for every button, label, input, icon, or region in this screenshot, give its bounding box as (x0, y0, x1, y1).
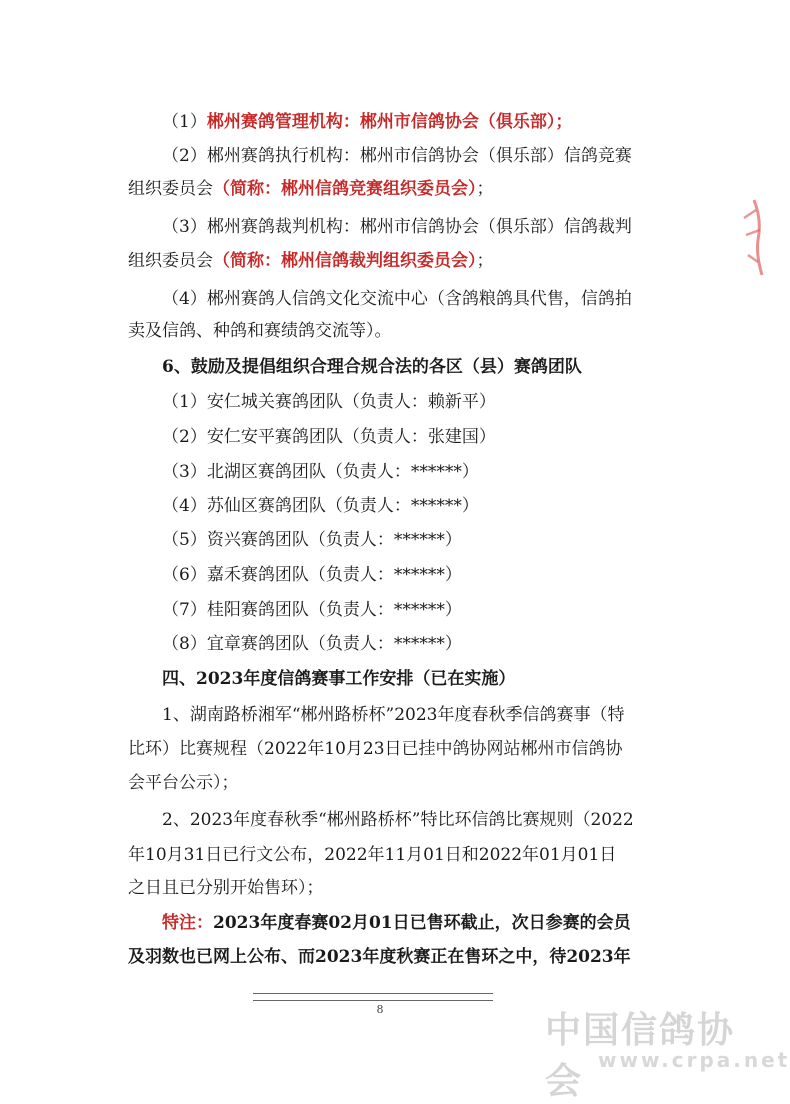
line-segment: （2）安仁安平赛鸽团队（负责人：张建国） (162, 427, 496, 447)
doc-line (0, 558, 763, 592)
line-segment: 2023年度春赛02月01日已售环截止，次日参赛的会员 (213, 913, 631, 933)
note-label: 特注： (162, 913, 213, 933)
doc-line (0, 871, 763, 905)
page-number: 8 (376, 1003, 384, 1016)
line-segment: 会平台公示）； (128, 773, 239, 793)
line-segment: 之日且已分别开始售环）； (128, 878, 324, 898)
doc-line (0, 455, 763, 489)
line-segment: （8）宜章赛鸽团队（负责人：******） (162, 634, 462, 654)
doc-line (0, 698, 763, 732)
line-segment: 郴州赛鸽管理机构：郴州市信鸽协会（俱乐部）； (206, 112, 573, 132)
line-segment: ； (476, 179, 494, 199)
doc-line (0, 803, 763, 837)
line-segment: （简称：郴州信鸽裁判组织委员会） (213, 251, 477, 271)
watermark-site-name: 中国信鸽协会 (545, 1010, 736, 1102)
doc-line (0, 732, 763, 766)
doc-line (0, 244, 763, 278)
section-heading: 6、鼓励及提倡组织合理合规合法的各区（县）赛鸽团队 (162, 357, 582, 377)
line-segment: 卖及信鸽、种鸽和赛绩鸽交流等）。 (128, 321, 392, 341)
footer-divider (253, 993, 493, 1001)
line-segment: 比环）比赛规程（2022年10月23日已挂中鸽协网站郴州市信鸽协 (128, 739, 623, 759)
line-segment: （3）郴州赛鸽裁判机构：郴州市信鸽协会（俱乐部）信鸽裁判 (162, 217, 632, 237)
line-segment: （6）嘉禾赛鸽团队（负责人：******） (162, 565, 462, 585)
doc-line (0, 105, 763, 139)
line-segment: 年10月31日已行文公布，2022年11月01日和2022年01月01日 (128, 845, 617, 865)
line-segment: （简称：郴州信鸽竞赛组织委员会） (213, 179, 477, 199)
doc-line (0, 350, 763, 384)
line-segment: （1）安仁城关赛鸽团队（负责人：赖新平） (162, 392, 496, 412)
seal-stamp-icon (732, 180, 772, 290)
doc-line (0, 940, 763, 974)
doc-line (0, 766, 763, 800)
watermark-site-url: www.crpa.net (598, 1048, 790, 1072)
line-segment: （5）资兴赛鸽团队（负责人：******） (162, 530, 462, 550)
line-segment: （4）苏仙区赛鸽团队（负责人：******） (162, 496, 479, 516)
doc-line (0, 210, 763, 244)
doc-line (0, 523, 763, 557)
line-segment: （3）北湖区赛鸽团队（负责人：******） (162, 462, 479, 482)
line-segment: ； (476, 251, 494, 271)
doc-line (0, 627, 763, 661)
doc-line (0, 838, 763, 872)
line-segment: 及羽数也已网上公布、而2023年度秋赛正在售环之中，待2023年 (128, 947, 631, 967)
doc-line (0, 662, 763, 696)
line-segment: （2）郴州赛鸽执行机构：郴州市信鸽协会（俱乐部）信鸽竞赛 (162, 146, 632, 166)
doc-line (0, 489, 763, 523)
doc-line (0, 139, 763, 173)
doc-line (0, 314, 763, 348)
line-segment: 1、湖南路桥湘军“郴州路桥杯”2023年度春秋季信鸽赛事（特 (162, 705, 625, 725)
line-segment: （4）郴州赛鸽人信鸽文化交流中心（含鸽粮鸽具代售，信鸽拍 (162, 289, 632, 309)
doc-line (0, 172, 763, 206)
line-segment: 2、2023年度春秋季“郴州路桥杯”特比环信鸽比赛规则（2022 (162, 810, 634, 830)
doc-line (0, 385, 763, 419)
line-segment: 组织委员会 (128, 251, 213, 271)
line-segment: （7）桂阳赛鸽团队（负责人：******） (162, 600, 462, 620)
doc-line (0, 593, 763, 627)
line-segment: （1） (162, 112, 207, 132)
doc-line (0, 906, 763, 940)
section-heading: 四、2023年度信鸽赛事工作安排（已在实施） (162, 669, 516, 689)
doc-line (0, 420, 763, 454)
line-segment: 组织委员会 (128, 179, 213, 199)
doc-line (0, 282, 763, 316)
